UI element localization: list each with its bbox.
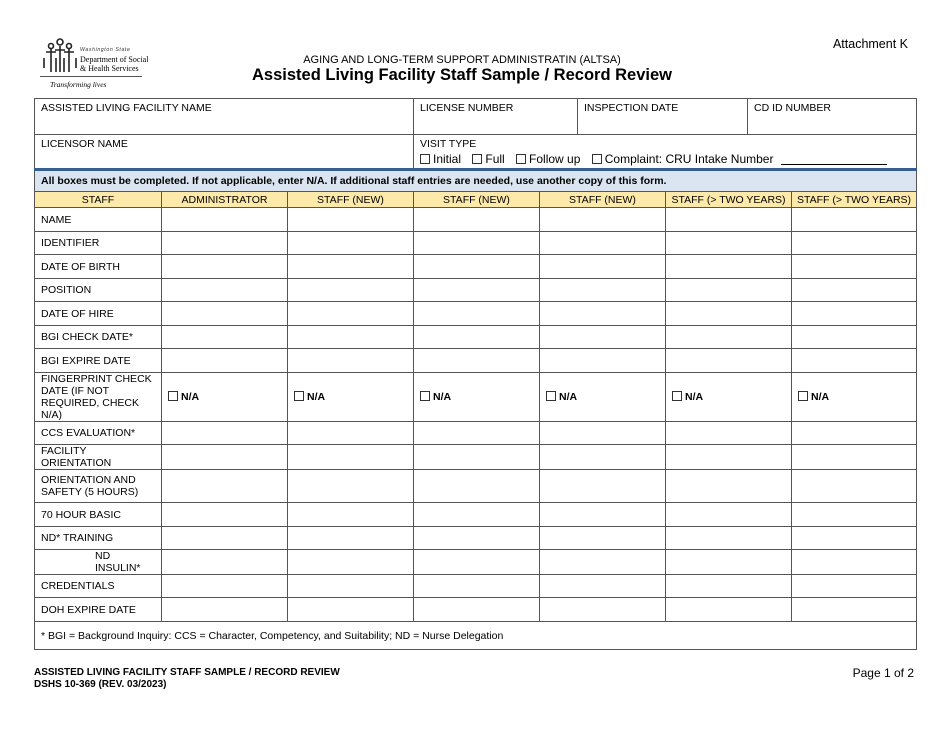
row-label: ORIENTATION AND SAFETY (5 HOURS) xyxy=(35,470,162,503)
entry-cell[interactable] xyxy=(288,232,414,255)
entry-cell[interactable] xyxy=(162,503,288,527)
entry-cell[interactable] xyxy=(414,326,540,349)
entry-cell[interactable] xyxy=(540,575,666,598)
entry-cell[interactable] xyxy=(288,349,414,373)
column-header: STAFF (NEW) xyxy=(414,192,540,208)
entry-cell[interactable] xyxy=(288,503,414,527)
row-label: IDENTIFIER xyxy=(35,232,162,255)
entry-cell[interactable] xyxy=(162,279,288,302)
entry-cell[interactable] xyxy=(162,575,288,598)
follow-up-checkbox[interactable] xyxy=(516,154,526,164)
table-row xyxy=(35,470,917,503)
entry-cell[interactable] xyxy=(288,326,414,349)
entry-cell[interactable] xyxy=(792,575,917,598)
entry-cell[interactable] xyxy=(540,373,666,422)
entry-cell[interactable] xyxy=(540,326,666,349)
column-header: ADMINISTRATOR xyxy=(162,192,288,208)
entry-cell[interactable] xyxy=(288,598,414,622)
table-row xyxy=(35,575,917,598)
entry-cell[interactable] xyxy=(162,326,288,349)
table-row xyxy=(35,326,917,349)
entry-cell[interactable] xyxy=(288,279,414,302)
full-checkbox[interactable] xyxy=(472,154,482,164)
entry-cell[interactable] xyxy=(162,550,288,575)
entry-cell[interactable] xyxy=(666,575,792,598)
row-label: BGI EXPIRE DATE xyxy=(35,349,162,373)
na-label: N/A xyxy=(181,391,200,403)
entry-cell[interactable] xyxy=(162,445,288,470)
entry-cell[interactable] xyxy=(414,598,540,622)
entry-cell[interactable] xyxy=(792,598,917,622)
entry-cell[interactable] xyxy=(666,470,792,503)
visit-type-field: VISIT TYPE Initial Full Follow up Complaint: CRU Intake Number xyxy=(414,135,917,170)
na-checkbox[interactable] xyxy=(546,391,556,401)
entry-cell[interactable] xyxy=(792,279,917,302)
table-row xyxy=(35,550,917,575)
logo-state: Washington State xyxy=(80,47,131,53)
license-number-field[interactable]: LICENSE NUMBER xyxy=(414,99,578,135)
column-header: STAFF (> TWO YEARS) xyxy=(666,192,792,208)
na-checkbox[interactable] xyxy=(672,391,682,401)
entry-cell[interactable] xyxy=(288,208,414,232)
entry-cell[interactable] xyxy=(540,470,666,503)
entry-cell[interactable] xyxy=(288,470,414,503)
entry-cell[interactable] xyxy=(288,575,414,598)
entry-cell[interactable] xyxy=(414,470,540,503)
entry-cell[interactable] xyxy=(540,279,666,302)
row-label: DATE OF BIRTH xyxy=(35,255,162,279)
entry-cell[interactable] xyxy=(162,349,288,373)
row-label: DATE OF HIRE xyxy=(35,302,162,326)
entry-cell[interactable] xyxy=(792,208,917,232)
entry-cell[interactable] xyxy=(288,527,414,550)
entry-cell[interactable] xyxy=(792,232,917,255)
entry-cell[interactable] xyxy=(162,255,288,279)
na-label: N/A xyxy=(559,391,578,403)
entry-cell[interactable] xyxy=(414,422,540,445)
column-header: STAFF (> TWO YEARS) xyxy=(792,192,917,208)
complaint-checkbox[interactable] xyxy=(592,154,602,164)
footer-form-title: ASSISTED LIVING FACILITY STAFF SAMPLE / RECORD REVIEW xyxy=(34,667,340,678)
na-label: N/A xyxy=(811,391,830,403)
entry-cell[interactable] xyxy=(540,503,666,527)
entry-cell[interactable] xyxy=(414,527,540,550)
row-label: POSITION xyxy=(35,279,162,302)
entry-cell[interactable] xyxy=(666,279,792,302)
column-header: STAFF (NEW) xyxy=(540,192,666,208)
entry-cell[interactable] xyxy=(666,208,792,232)
entry-cell[interactable] xyxy=(540,349,666,373)
na-label: N/A xyxy=(685,391,704,403)
entry-cell[interactable] xyxy=(792,422,917,445)
footer-form-number: DSHS 10-369 (REV. 03/2023) xyxy=(34,679,167,690)
entry-cell[interactable] xyxy=(288,255,414,279)
table-row xyxy=(35,349,917,373)
row-label: 70 HOUR BASIC xyxy=(35,503,162,527)
na-label: N/A xyxy=(307,391,326,403)
agency-name: AGING AND LONG-TERM SUPPORT ADMINISTRATIN (ALTSA) xyxy=(303,54,621,66)
logo-department: Department of Social & Health Services xyxy=(80,55,149,73)
entry-cell[interactable] xyxy=(666,445,792,470)
table-row xyxy=(35,302,917,326)
row-label: ND* TRAINING xyxy=(35,527,162,550)
column-header: STAFF (NEW) xyxy=(288,192,414,208)
entry-cell[interactable] xyxy=(540,255,666,279)
entry-cell[interactable] xyxy=(666,255,792,279)
row-label: NAME xyxy=(35,208,162,232)
entry-cell[interactable] xyxy=(540,550,666,575)
entry-cell[interactable] xyxy=(162,302,288,326)
entry-cell[interactable] xyxy=(162,373,288,422)
entry-cell[interactable] xyxy=(414,302,540,326)
entry-cell[interactable] xyxy=(666,503,792,527)
entry-cell[interactable] xyxy=(414,208,540,232)
entry-cell[interactable] xyxy=(666,598,792,622)
entry-cell[interactable] xyxy=(414,279,540,302)
entry-cell[interactable] xyxy=(288,550,414,575)
row-label: CREDENTIALS xyxy=(35,575,162,598)
table-row xyxy=(35,445,917,470)
entry-cell[interactable] xyxy=(162,470,288,503)
table-row xyxy=(35,422,917,445)
entry-cell[interactable] xyxy=(666,422,792,445)
row-label: CCS EVALUATION* xyxy=(35,422,162,445)
table-row xyxy=(35,208,917,232)
entry-cell[interactable] xyxy=(414,373,540,422)
entry-cell[interactable] xyxy=(162,598,288,622)
entry-cell[interactable] xyxy=(792,550,917,575)
initial-checkbox[interactable] xyxy=(420,154,430,164)
entry-cell[interactable] xyxy=(288,373,414,422)
entry-cell[interactable] xyxy=(792,302,917,326)
cd-id-field[interactable]: CD ID NUMBER xyxy=(748,99,917,135)
entry-cell[interactable] xyxy=(666,527,792,550)
entry-cell[interactable] xyxy=(666,302,792,326)
column-header: STAFF xyxy=(35,192,162,208)
entry-cell[interactable] xyxy=(414,349,540,373)
entry-cell[interactable] xyxy=(288,422,414,445)
entry-cell[interactable] xyxy=(792,349,917,373)
entry-cell[interactable] xyxy=(792,527,917,550)
entry-cell[interactable] xyxy=(792,255,917,279)
table-row xyxy=(35,598,917,622)
row-label: FINGERPRINT CHECK DATE (IF NOT REQUIRED, CHECK N/A) xyxy=(35,373,162,422)
entry-cell[interactable] xyxy=(666,550,792,575)
attachment-label: Attachment K xyxy=(832,37,908,51)
table-row xyxy=(35,232,917,255)
na-checkbox[interactable] xyxy=(168,391,178,401)
instructions-notice: All boxes must be completed. If not applicable, enter N/A. If additional staff entries are needed, use another copy of this form. xyxy=(35,170,917,192)
entry-cell[interactable] xyxy=(414,445,540,470)
entry-cell[interactable] xyxy=(540,302,666,326)
inspection-date-field[interactable]: INSPECTION DATE xyxy=(578,99,748,135)
entry-cell[interactable] xyxy=(162,527,288,550)
form-title: Assisted Living Facility Staff Sample / Record Review xyxy=(252,66,672,84)
entry-cell[interactable] xyxy=(666,349,792,373)
entry-cell[interactable] xyxy=(540,422,666,445)
entry-cell[interactable] xyxy=(162,208,288,232)
entry-cell[interactable] xyxy=(414,503,540,527)
entry-cell[interactable] xyxy=(540,208,666,232)
staff-record-grid xyxy=(34,168,917,650)
entry-cell[interactable] xyxy=(792,470,917,503)
table-row xyxy=(35,279,917,302)
entry-cell[interactable] xyxy=(666,326,792,349)
entry-cell[interactable] xyxy=(288,302,414,326)
table-row xyxy=(35,503,917,527)
entry-cell[interactable] xyxy=(414,255,540,279)
table-row xyxy=(35,255,917,279)
entry-cell[interactable] xyxy=(162,232,288,255)
footnote: * BGI = Background Inquiry: CCS = Character, Competency, and Suitability; ND = Nurse Delegation xyxy=(35,622,917,650)
entry-cell[interactable] xyxy=(792,445,917,470)
entry-cell[interactable] xyxy=(666,232,792,255)
logo-tagline: Transforming lives xyxy=(50,80,107,89)
entry-cell[interactable] xyxy=(414,232,540,255)
entry-cell[interactable] xyxy=(540,527,666,550)
na-label: N/A xyxy=(433,391,452,403)
table-row xyxy=(35,527,917,550)
entry-cell[interactable] xyxy=(792,373,917,422)
table-row xyxy=(35,373,917,422)
na-checkbox[interactable] xyxy=(420,391,430,401)
entry-cell[interactable] xyxy=(540,445,666,470)
row-label: BGI CHECK DATE* xyxy=(35,326,162,349)
entry-cell[interactable] xyxy=(540,232,666,255)
row-label: ND INSULIN* xyxy=(35,550,162,575)
na-checkbox[interactable] xyxy=(294,391,304,401)
licensor-name-field[interactable]: LICENSOR NAME xyxy=(35,135,414,170)
entry-cell[interactable] xyxy=(162,422,288,445)
row-label: DOH EXPIRE DATE xyxy=(35,598,162,622)
row-label: FACILITY ORIENTATION xyxy=(35,445,162,470)
entry-cell[interactable] xyxy=(288,445,414,470)
facility-name-field[interactable]: ASSISTED LIVING FACILITY NAME xyxy=(35,99,414,135)
entry-cell[interactable] xyxy=(666,373,792,422)
entry-cell[interactable] xyxy=(792,503,917,527)
header-fields xyxy=(34,98,917,170)
page-number: Page 1 of 2 xyxy=(852,666,914,680)
entry-cell[interactable] xyxy=(540,598,666,622)
entry-cell[interactable] xyxy=(792,326,917,349)
na-checkbox[interactable] xyxy=(798,391,808,401)
entry-cell[interactable] xyxy=(414,575,540,598)
entry-cell[interactable] xyxy=(414,550,540,575)
cru-intake-number-input[interactable] xyxy=(781,154,887,165)
